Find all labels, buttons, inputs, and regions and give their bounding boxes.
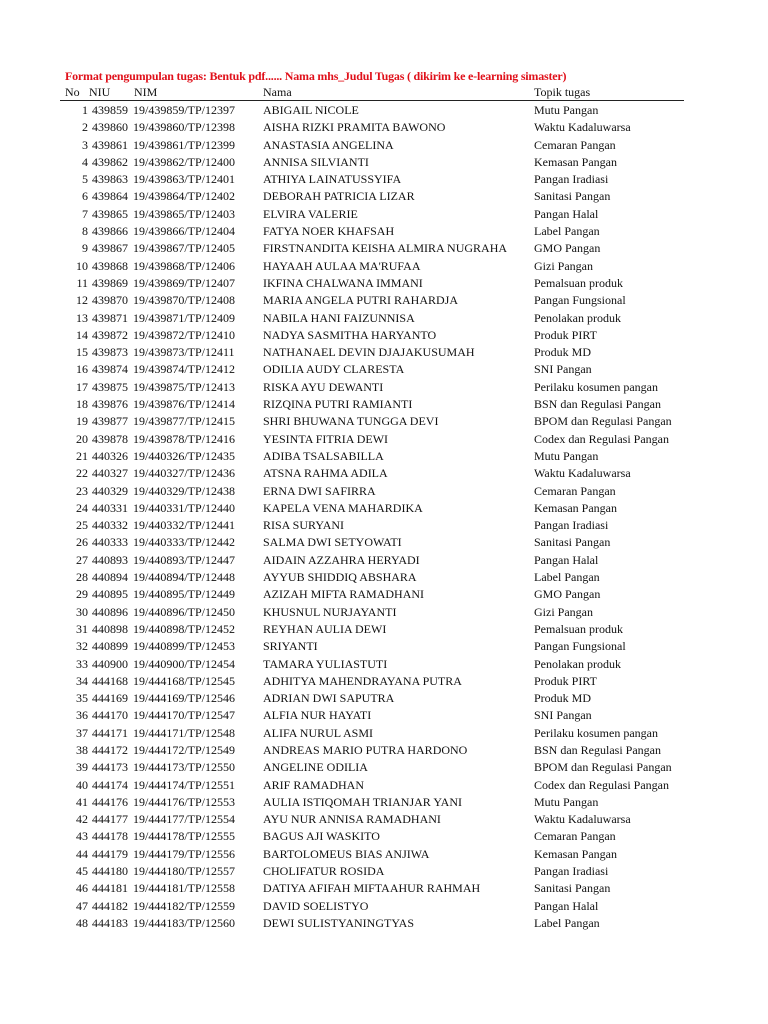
cell-topik: Waktu Kadaluwarsa (534, 120, 631, 135)
cell-topik: Pangan Halal (534, 898, 599, 913)
cell-no: 3 (82, 137, 88, 152)
table-row (0, 604, 768, 621)
cell-nim: 19/444181/TP/12558 (133, 881, 236, 896)
header-nim: NIM (134, 85, 158, 99)
cell-niu: 440327 (92, 466, 128, 481)
cell-nim: 19/444176/TP/12553 (133, 794, 236, 809)
cell-no: 30 (76, 604, 88, 619)
cell-no: 20 (76, 431, 88, 446)
cell-nim: 19/439867/TP/12405 (133, 241, 236, 256)
cell-nama: AYYUB SHIDDIQ ABSHARA (263, 570, 417, 585)
cell-niu: 444171 (92, 725, 128, 740)
table-row (0, 656, 768, 673)
cell-no: 38 (76, 742, 88, 757)
header-nama: Nama (263, 85, 292, 99)
cell-niu: 444177 (92, 812, 128, 827)
cell-nama: ADIBA TSALSABILLA (263, 448, 384, 463)
cell-no: 32 (76, 639, 88, 654)
table-row (0, 327, 768, 344)
cell-niu: 440894 (92, 570, 128, 585)
cell-niu: 444183 (92, 915, 128, 930)
table-row (0, 188, 768, 205)
cell-niu: 440331 (92, 500, 128, 515)
cell-nama: ATSNA RAHMA ADILA (263, 466, 388, 481)
table-row (0, 275, 768, 292)
cell-nama: SALMA DWI SETYOWATI (263, 535, 402, 550)
table-row (0, 344, 768, 361)
table-row (0, 794, 768, 811)
cell-no: 11 (76, 275, 88, 290)
cell-topik: Codex dan Regulasi Pangan (534, 777, 669, 792)
cell-niu: 444178 (92, 829, 128, 844)
cell-niu: 439864 (92, 189, 128, 204)
cell-niu: 440895 (92, 587, 128, 602)
cell-topik: Gizi Pangan (534, 258, 593, 273)
cell-no: 23 (76, 483, 88, 498)
cell-no: 14 (76, 327, 88, 342)
table-row (0, 137, 768, 154)
cell-nim: 19/444183/TP/12560 (133, 915, 236, 930)
cell-nim: 19/440900/TP/12454 (133, 656, 236, 671)
cell-topik: Pangan Iradiasi (534, 172, 609, 187)
cell-nama: AIDAIN AZZAHRA HERYADI (263, 552, 420, 567)
cell-niu: 439872 (92, 327, 128, 342)
cell-nama: TAMARA YULIASTUTI (263, 656, 388, 671)
cell-topik: Produk PIRT (534, 673, 597, 688)
cell-topik: Waktu Kadaluwarsa (534, 812, 631, 827)
cell-nama: MARIA ANGELA PUTRI RAHARDJA (263, 293, 459, 308)
cell-niu: 439869 (92, 275, 128, 290)
cell-nama: RIZQINA PUTRI RAMIANTI (263, 397, 413, 412)
cell-nama: AULIA ISTIQOMAH TRIANJAR YANI (263, 794, 462, 809)
table-row (0, 448, 768, 465)
cell-topik: Mutu Pangan (534, 794, 599, 809)
cell-niu: 439873 (92, 345, 128, 360)
cell-niu: 440332 (92, 518, 128, 533)
cell-no: 2 (82, 120, 88, 135)
cell-no: 9 (82, 241, 88, 256)
cell-nim: 19/444177/TP/12554 (133, 812, 236, 827)
table-row (0, 102, 768, 119)
cell-niu: 444174 (92, 777, 128, 792)
cell-nim: 19/439865/TP/12403 (133, 206, 236, 221)
table-row (0, 673, 768, 690)
cell-niu: 439859 (92, 103, 128, 117)
cell-nama: ANGELINE ODILIA (263, 760, 368, 775)
cell-niu: 439867 (92, 241, 128, 256)
table-row (0, 310, 768, 327)
cell-nama: ADRIAN DWI SAPUTRA (263, 691, 395, 706)
cell-nama: AZIZAH MIFTA RAMADHANI (263, 587, 425, 602)
cell-nim: 19/440899/TP/12453 (133, 639, 236, 654)
cell-niu: 440333 (92, 535, 128, 550)
cell-topik: Produk MD (534, 691, 592, 706)
cell-no: 17 (76, 379, 88, 394)
table-row (0, 379, 768, 396)
cell-niu: 439877 (92, 414, 128, 429)
cell-niu: 440893 (92, 552, 128, 567)
cell-niu: 439860 (92, 120, 128, 135)
cell-niu: 439861 (92, 137, 128, 152)
cell-no: 37 (76, 725, 88, 740)
cell-topik: Label Pangan (534, 570, 600, 585)
cell-nama: DEBORAH PATRICIA LIZAR (263, 189, 415, 204)
cell-niu: 439868 (92, 258, 128, 273)
cell-topik: Pangan Iradiasi (534, 518, 609, 533)
cell-topik: Codex dan Regulasi Pangan (534, 431, 669, 446)
cell-no: 41 (76, 794, 88, 809)
cell-nama: ERNA DWI SAFIRRA (263, 483, 376, 498)
cell-topik: Label Pangan (534, 915, 600, 930)
cell-no: 19 (76, 414, 88, 429)
cell-topik: Mutu Pangan (534, 103, 599, 117)
table-row (0, 119, 768, 136)
table-row (0, 206, 768, 223)
cell-topik: Sanitasi Pangan (534, 881, 611, 896)
cell-no: 5 (82, 172, 88, 187)
cell-nim: 19/439859/TP/12397 (133, 103, 236, 117)
cell-nim: 19/444170/TP/12547 (133, 708, 236, 723)
cell-no: 31 (76, 621, 88, 636)
cell-niu: 444168 (92, 673, 128, 688)
cell-no: 24 (76, 500, 88, 515)
cell-nim: 19/440894/TP/12448 (133, 570, 236, 585)
cell-nim: 19/439875/TP/12413 (133, 379, 236, 394)
cell-no: 34 (76, 673, 88, 688)
cell-nim: 19/439878/TP/12416 (133, 431, 236, 446)
cell-nim: 19/440332/TP/12441 (133, 518, 236, 533)
cell-no: 42 (76, 812, 88, 827)
cell-topik: Kemasan Pangan (534, 500, 617, 515)
cell-no: 44 (76, 846, 88, 861)
cell-niu: 444182 (92, 898, 128, 913)
cell-niu: 440326 (92, 448, 128, 463)
cell-nim: 19/444182/TP/12559 (133, 898, 236, 913)
cell-nama: YESINTA FITRIA DEWI (263, 431, 389, 446)
cell-niu: 439866 (92, 224, 128, 239)
table-row (0, 811, 768, 828)
table-row (0, 725, 768, 742)
cell-nim: 19/440326/TP/12435 (133, 448, 236, 463)
cell-nama: ALFIA NUR HAYATI (263, 708, 372, 723)
cell-topik: Pangan Halal (534, 552, 599, 567)
table-row (0, 846, 768, 863)
cell-nim: 19/444173/TP/12550 (133, 760, 236, 775)
cell-nim: 19/439871/TP/12409 (133, 310, 236, 325)
cell-nim: 19/439860/TP/12398 (133, 120, 236, 135)
cell-no: 26 (76, 535, 88, 550)
cell-niu: 439865 (92, 206, 128, 221)
cell-nim: 19/444174/TP/12551 (133, 777, 236, 792)
cell-nama: AISHA RIZKI PRAMITA BAWONO (263, 120, 446, 135)
cell-niu: 439878 (92, 431, 128, 446)
table-row (0, 223, 768, 240)
cell-no: 35 (76, 691, 88, 706)
student-table-body (0, 102, 768, 932)
cell-nama: ABIGAIL NICOLE (263, 103, 359, 117)
table-row (0, 569, 768, 586)
table-row (0, 586, 768, 603)
cell-no: 27 (76, 552, 88, 567)
cell-no: 13 (76, 310, 88, 325)
table-row (0, 240, 768, 257)
cell-niu: 439874 (92, 362, 128, 377)
cell-niu: 439876 (92, 397, 128, 412)
cell-nama: SHRI BHUWANA TUNGGA DEVI (263, 414, 439, 429)
cell-topik: SNI Pangan (534, 362, 592, 377)
table-row (0, 534, 768, 551)
cell-nama: CHOLIFATUR ROSIDA (263, 864, 385, 879)
cell-nama: BAGUS AJI WASKITO (263, 829, 380, 844)
table-row (0, 777, 768, 794)
cell-niu: 439862 (92, 154, 128, 169)
table-row (0, 396, 768, 413)
cell-no: 21 (76, 448, 88, 463)
cell-topik: BSN dan Regulasi Pangan (534, 742, 661, 757)
cell-topik: Pemalsuan produk (534, 275, 623, 290)
cell-nama: AYU NUR ANNISA RAMADHANI (263, 812, 441, 827)
cell-nim: 19/439863/TP/12401 (133, 172, 236, 187)
cell-topik: Waktu Kadaluwarsa (534, 466, 631, 481)
cell-nama: KHUSNUL NURJAYANTI (263, 604, 397, 619)
cell-no: 15 (76, 345, 88, 360)
cell-niu: 440896 (92, 604, 128, 619)
cell-nama: DATIYA AFIFAH MIFTAAHUR RAHMAH (263, 881, 481, 896)
cell-topik: Pangan Fungsional (534, 639, 626, 654)
cell-niu: 444169 (92, 691, 128, 706)
table-row (0, 171, 768, 188)
cell-niu: 439863 (92, 172, 128, 187)
table-row (0, 863, 768, 880)
cell-no: 28 (76, 570, 88, 585)
table-row (0, 742, 768, 759)
cell-no: 1 (82, 103, 88, 117)
header-niu: NIU (89, 85, 111, 99)
cell-topik: Perilaku kosumen pangan (534, 379, 658, 394)
cell-no: 12 (76, 293, 88, 308)
cell-topik: BSN dan Regulasi Pangan (534, 397, 661, 412)
table-row (0, 880, 768, 897)
cell-nim: 19/440895/TP/12449 (133, 587, 236, 602)
cell-nim: 19/440331/TP/12440 (133, 500, 236, 515)
cell-nim: 19/440893/TP/12447 (133, 552, 236, 567)
cell-no: 8 (82, 224, 88, 239)
table-row (0, 483, 768, 500)
cell-nim: 19/439866/TP/12404 (133, 224, 236, 239)
cell-nama: DAVID SOELISTYO (263, 898, 369, 913)
table-row (0, 413, 768, 430)
cell-niu: 444179 (92, 846, 128, 861)
cell-nim: 19/439861/TP/12399 (133, 137, 236, 152)
cell-niu: 440898 (92, 621, 128, 636)
cell-nim: 19/444172/TP/12549 (133, 742, 236, 757)
cell-niu: 439871 (92, 310, 128, 325)
cell-niu: 440900 (92, 656, 128, 671)
header-topik: Topik tugas (534, 85, 591, 99)
cell-no: 47 (76, 898, 88, 913)
cell-nim: 19/439868/TP/12406 (133, 258, 236, 273)
cell-niu: 444176 (92, 794, 128, 809)
header-no: No (65, 85, 80, 99)
cell-topik: Pangan Halal (534, 206, 599, 221)
cell-topik: Penolakan produk (534, 310, 621, 325)
cell-no: 29 (76, 587, 88, 602)
cell-nama: BARTOLOMEUS BIAS ANJIWA (263, 846, 430, 861)
cell-nim: 19/439870/TP/12408 (133, 293, 236, 308)
table-row (0, 828, 768, 845)
table-row (0, 361, 768, 378)
cell-niu: 444173 (92, 760, 128, 775)
table-row (0, 552, 768, 569)
cell-topik: Penolakan produk (534, 656, 621, 671)
cell-no: 10 (76, 258, 88, 273)
cell-nim: 19/439869/TP/12407 (133, 275, 236, 290)
cell-nama: ODILIA AUDY CLARESTA (263, 362, 405, 377)
cell-nama: HAYAAH AULAA MA'RUFAA (263, 258, 421, 273)
table-row (0, 517, 768, 534)
cell-nama: ANNISA SILVIANTI (263, 154, 369, 169)
table-row (0, 690, 768, 707)
cell-nama: NADYA SASMITHA HARYANTO (263, 327, 437, 342)
table-row (0, 500, 768, 517)
cell-nim: 19/444168/TP/12545 (133, 673, 236, 688)
cell-topik: Produk PIRT (534, 327, 597, 342)
cell-nama: RISKA AYU DEWANTI (263, 379, 384, 394)
cell-nama: ALIFA NURUL ASMI (263, 725, 374, 740)
cell-nim: 19/440333/TP/12442 (133, 535, 236, 550)
cell-nim: 19/439873/TP/12411 (133, 345, 235, 360)
cell-nama: FATYA NOER KHAFSAH (263, 224, 395, 239)
cell-no: 45 (76, 864, 88, 879)
cell-topik: Pangan Iradiasi (534, 864, 609, 879)
cell-nim: 19/439864/TP/12402 (133, 189, 236, 204)
cell-topik: Cemaran Pangan (534, 829, 616, 844)
cell-topik: Perilaku kosumen pangan (534, 725, 658, 740)
table-row (0, 465, 768, 482)
cell-nim: 19/440329/TP/12438 (133, 483, 236, 498)
cell-no: 6 (82, 189, 88, 204)
cell-nim: 19/444180/TP/12557 (133, 864, 236, 879)
cell-nim: 19/439876/TP/12414 (133, 397, 236, 412)
cell-no: 22 (76, 466, 88, 481)
cell-topik: Pangan Fungsional (534, 293, 626, 308)
cell-no: 25 (76, 518, 88, 533)
cell-topik: GMO Pangan (534, 241, 601, 256)
cell-nama: IKFINA CHALWANA IMMANI (263, 275, 423, 290)
table-row (0, 621, 768, 638)
cell-topik: Cemaran Pangan (534, 137, 616, 152)
cell-no: 43 (76, 829, 88, 844)
header-divider (60, 100, 684, 101)
cell-topik: Mutu Pangan (534, 448, 599, 463)
cell-nama: KAPELA VENA MAHARDIKA (263, 500, 423, 515)
cell-no: 18 (76, 397, 88, 412)
cell-no: 7 (82, 206, 88, 221)
cell-no: 16 (76, 362, 88, 377)
cell-topik: Kemasan Pangan (534, 846, 617, 861)
cell-topik: Kemasan Pangan (534, 154, 617, 169)
cell-nim: 19/440327/TP/12436 (133, 466, 236, 481)
cell-nim: 19/440898/TP/12452 (133, 621, 236, 636)
cell-niu: 440329 (92, 483, 128, 498)
cell-no: 40 (76, 777, 88, 792)
cell-nama: REYHAN AULIA DEWI (263, 621, 387, 636)
cell-niu: 444180 (92, 864, 128, 879)
cell-niu: 439875 (92, 379, 128, 394)
cell-nama: ANASTASIA ANGELINA (263, 137, 394, 152)
cell-nama: ARIF RAMADHAN (263, 777, 365, 792)
table-row (0, 915, 768, 932)
submission-format-note: Format pengumpulan tugas: Bentuk pdf...... Nama mhs_Judul Tugas ( dikirim ke e-learning simaster) (65, 69, 567, 83)
cell-topik: SNI Pangan (534, 708, 592, 723)
cell-no: 33 (76, 656, 88, 671)
cell-no: 46 (76, 881, 88, 896)
cell-topik: BPOM dan Regulasi Pangan (534, 760, 672, 775)
cell-niu: 444172 (92, 742, 128, 757)
cell-topik: Pemalsuan produk (534, 621, 623, 636)
cell-nama: ELVIRA VALERIE (263, 206, 358, 221)
cell-nim: 19/439877/TP/12415 (133, 414, 236, 429)
cell-no: 48 (76, 915, 88, 930)
table-row (0, 292, 768, 309)
cell-topik: BPOM dan Regulasi Pangan (534, 414, 672, 429)
cell-topik: Cemaran Pangan (534, 483, 616, 498)
cell-topik: GMO Pangan (534, 587, 601, 602)
table-row (0, 898, 768, 915)
cell-topik: Gizi Pangan (534, 604, 593, 619)
cell-no: 39 (76, 760, 88, 775)
cell-nama: SRIYANTI (263, 639, 318, 654)
cell-nim: 19/440896/TP/12450 (133, 604, 236, 619)
cell-nama: ATHIYA LAINATUSSYIFA (263, 172, 402, 187)
cell-nama: RISA SURYANI (263, 518, 345, 533)
cell-nama: ADHITYA MAHENDRAYANA PUTRA (263, 673, 462, 688)
cell-nim: 19/444171/TP/12548 (133, 725, 236, 740)
cell-nama: NATHANAEL DEVIN DJAJAKUSUMAH (263, 345, 475, 360)
cell-nama: FIRSTNANDITA KEISHA ALMIRA NUGRAHA (263, 241, 508, 256)
table-row (0, 258, 768, 275)
cell-nim: 19/444169/TP/12546 (133, 691, 236, 706)
cell-nama: DEWI SULISTYANINGTYAS (263, 915, 414, 930)
cell-nama: ANDREAS MARIO PUTRA HARDONO (263, 742, 468, 757)
cell-nim: 19/439872/TP/12410 (133, 327, 236, 342)
table-row (0, 154, 768, 171)
cell-topik: Produk MD (534, 345, 592, 360)
table-row (0, 431, 768, 448)
cell-niu: 444170 (92, 708, 128, 723)
cell-niu: 444181 (92, 881, 128, 896)
cell-niu: 440899 (92, 639, 128, 654)
cell-topik: Label Pangan (534, 224, 600, 239)
cell-nim: 19/444178/TP/12555 (133, 829, 236, 844)
cell-nim: 19/439862/TP/12400 (133, 154, 236, 169)
cell-nim: 19/439874/TP/12412 (133, 362, 236, 377)
table-row (0, 759, 768, 776)
table-row (0, 707, 768, 724)
table-row (0, 638, 768, 655)
cell-no: 36 (76, 708, 88, 723)
cell-topik: Sanitasi Pangan (534, 535, 611, 550)
cell-topik: Sanitasi Pangan (534, 189, 611, 204)
cell-niu: 439870 (92, 293, 128, 308)
cell-nim: 19/444179/TP/12556 (133, 846, 236, 861)
cell-nama: NABILA HANI FAIZUNNISA (263, 310, 415, 325)
cell-no: 4 (82, 154, 88, 169)
